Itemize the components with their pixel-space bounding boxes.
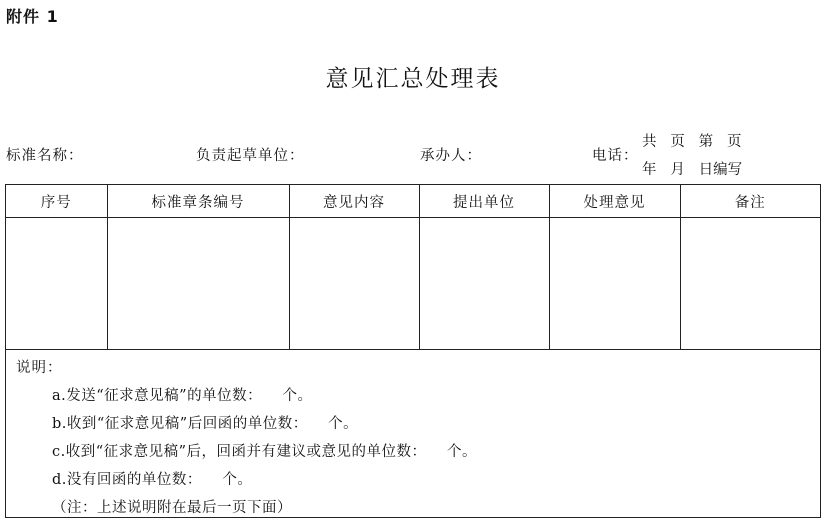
opinion-table-grid xyxy=(6,185,820,350)
column-header-opinion-content: 意见内容 xyxy=(289,185,419,218)
column-header-serial: 序号 xyxy=(6,185,107,218)
column-header-clause-number: 标准章条编号 xyxy=(107,185,289,218)
note-item: b.收到“征求意见稿”后回函的单位数： 个。 xyxy=(52,416,359,432)
table-cell-submitting-unit[interactable] xyxy=(419,218,549,350)
column-header-handling-opinion: 处理意见 xyxy=(549,185,680,218)
phone-label: 电话： xyxy=(592,148,639,164)
drafting-unit-label: 负责起草单位： xyxy=(196,148,305,164)
note-item: d.没有回函的单位数： 个。 xyxy=(52,472,253,488)
table-cell-remarks[interactable] xyxy=(680,218,820,350)
column-header-remarks: 备注 xyxy=(680,185,820,218)
responsible-person-label: 承办人： xyxy=(420,148,482,164)
opinion-summary-table xyxy=(5,184,821,518)
page-title: 意见汇总处理表 xyxy=(325,66,501,92)
note-item: c.收到“征求意见稿”后，回函并有建议或意见的单位数： 个。 xyxy=(52,444,477,460)
note-footnote: （注：上述说明附在最后一页下面） xyxy=(52,500,292,516)
table-cell-opinion-content[interactable] xyxy=(289,218,419,350)
standard-name-label: 标准名称： xyxy=(6,148,84,164)
attachment-label: 附件 1 xyxy=(6,7,59,26)
page-count-line: 共 页 第 页 xyxy=(642,134,742,150)
table-row xyxy=(6,218,820,350)
note-item: a.发送“征求意见稿”的单位数： 个。 xyxy=(52,388,313,404)
notes-heading: 说明： xyxy=(16,360,63,376)
table-cell-clause-number[interactable] xyxy=(107,218,289,350)
column-header-submitting-unit: 提出单位 xyxy=(419,185,549,218)
table-cell-handling-opinion[interactable] xyxy=(549,218,680,350)
table-header-row xyxy=(6,185,820,218)
date-written-line: 年 月 日编写 xyxy=(642,162,743,178)
table-cell-serial[interactable] xyxy=(6,218,107,350)
